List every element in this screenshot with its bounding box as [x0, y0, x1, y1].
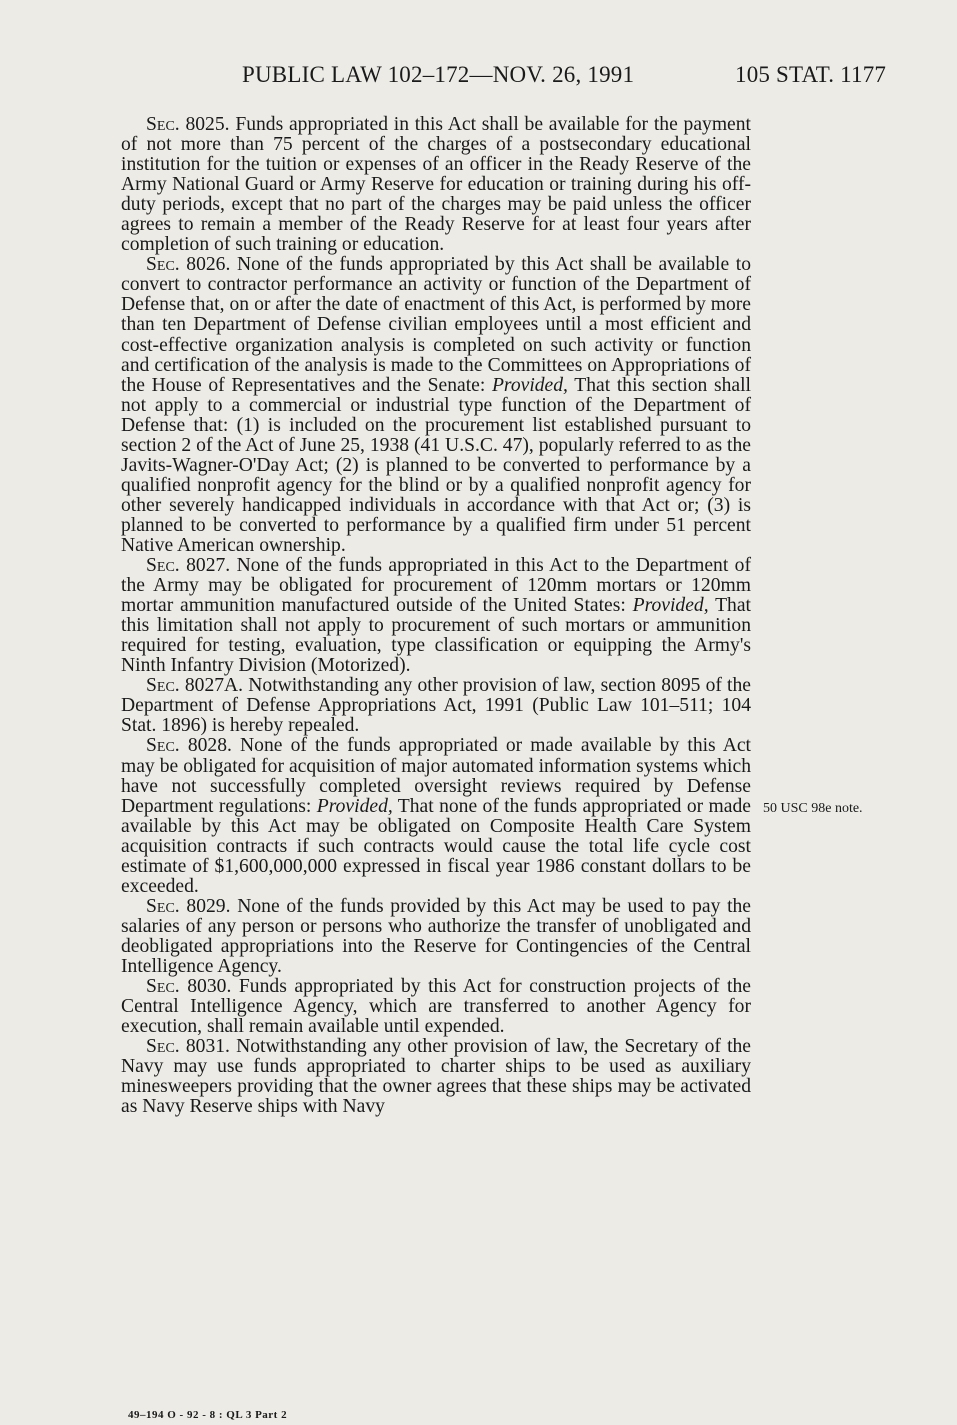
body-text: [121, 115, 751, 1117]
section-label: Sec.: [146, 976, 180, 998]
proviso-term: Provided,: [491, 374, 568, 396]
section-text: None of the funds appropriated by this Act shall be available to convert to contractor performance an activity or function of the Department of Defense that, on or after the date of enactment of this Act, is performed by more than ten Department of Defense civilian employees until a most efficient and cost-effective organization analysis is completed on such activity or function and certification of the analysis is made to the Committees on Appropriations of the House of Representatives and the Senate:: [121, 254, 752, 396]
section-text: None of the funds appropriated or made available by this Act may be obligated for acquisition of major automated information systems which have not successfully completed oversight reviews required by Defense Department regulations:: [121, 735, 752, 817]
print-footer: 49–194 O - 92 - 8 : QL 3 Part 2: [128, 1409, 288, 1421]
section-number: 8029.: [186, 895, 231, 917]
section-label: Sec.: [146, 114, 180, 135]
section-text: Funds appropriated in this Act shall be available for the payment of not more than 75 percent of the charges of a postsecondary educational institution for the tuition or expenses of an officer in the Ready Reserve of the Army National Guard or Army Reserve for education or training during his off-duty periods, except that no part of the charges may be paid unless the officer agrees to remain a member of the Ready Reserve for at least four years after completion of such training or education.: [121, 114, 751, 256]
section-text: Notwithstanding any other provision of law, section 8095 of the Department of Defense Appropriations Act, 1991 (Public Law 101–511; 104 Stat. 1896) is hereby repealed.: [121, 675, 751, 737]
section-label: Sec.: [146, 254, 180, 276]
section-number: 8026.: [186, 254, 231, 276]
section-number: 8025.: [185, 114, 230, 135]
margin-note: 50 USC 98e note.: [763, 801, 863, 816]
page-header-title: PUBLIC LAW 102–172—NOV. 26, 1991: [242, 62, 635, 87]
section-number: 8028.: [187, 735, 232, 757]
section-number: 8027.: [186, 555, 231, 577]
section-text: Funds appropriated by this Act for construction projects of the Central Intelligence Agency, which are transferred to another Agency for execution, shall remain available until expended.: [121, 976, 751, 1038]
section-label: Sec.: [146, 1036, 180, 1058]
section-number: 8030.: [187, 976, 232, 998]
page-header-stat: 105 STAT. 1177: [735, 62, 887, 87]
section-text-continued: That none of the funds appropriated or made available by this Act may be obligated on Composite Health Care System acquisition contracts if such contracts would cause the total life cycle cost estimate of $1,600,000,000 expressed in fiscal year 1986 constant dollars to be exceeded.: [121, 795, 751, 897]
section-label: Sec.: [146, 675, 180, 697]
section-number: 8027A.: [184, 675, 244, 697]
section-text: Notwithstanding any other provision of law, the Secretary of the Navy may use funds appropriated to charter ships to be used as auxiliary minesweepers providing that the owner agrees that these ships may be activated as Navy Reserve ships with Navy: [121, 1036, 752, 1118]
section-text-continued: That this limitation shall not apply to procurement of such mortars or ammunition required for testing, evaluation, type classification or equipping the Army's Ninth Infantry Division (Motorized).: [121, 595, 751, 677]
section-8031: [121, 1037, 751, 1117]
section-label: Sec.: [146, 735, 180, 757]
section-label: Sec.: [146, 895, 180, 917]
section-8027a: [121, 676, 751, 736]
section-text: None of the funds appropriated in this Act to the Department of the Army may be obligated for procurement of 120mm mortars or 120mm mortar ammunition manufactured outside of the United States:: [121, 555, 751, 617]
proviso-term: Provided,: [316, 795, 393, 817]
section-8030: [121, 977, 751, 1037]
section-8029: [121, 897, 751, 977]
section-text: None of the funds provided by this Act may be used to pay the salaries of any person or persons who authorize the transfer of unobligated and deobligated appropriations into the Reserve for Contingencies of the Central Intelligence Agency.: [121, 895, 752, 977]
section-label: Sec.: [146, 555, 180, 577]
section-8027: [121, 556, 751, 676]
section-8026: [121, 255, 751, 556]
section-8025: [121, 115, 751, 255]
section-number: 8031.: [185, 1036, 230, 1058]
section-text-continued: That this section shall not apply to a commercial or industrial type function of the Department of Defense that: (1) is included on the procurement list established pursuant to section 2 of the Act of June 25, 1938 (41 U.S.C. 47), popularly referred to as the Javits-Wagner-O'Day Act; (2) is planned to be converted to performance by a qualified nonprofit agency for the blind or by a qualified nonprofit agency for other severely handicapped individuals in accordance with that Act or; (3) is planned to be converted to performance by a qualified firm under 51 percent Native American ownership.: [121, 374, 752, 556]
proviso-term: Provided,: [632, 595, 709, 617]
section-8028: [121, 736, 751, 896]
